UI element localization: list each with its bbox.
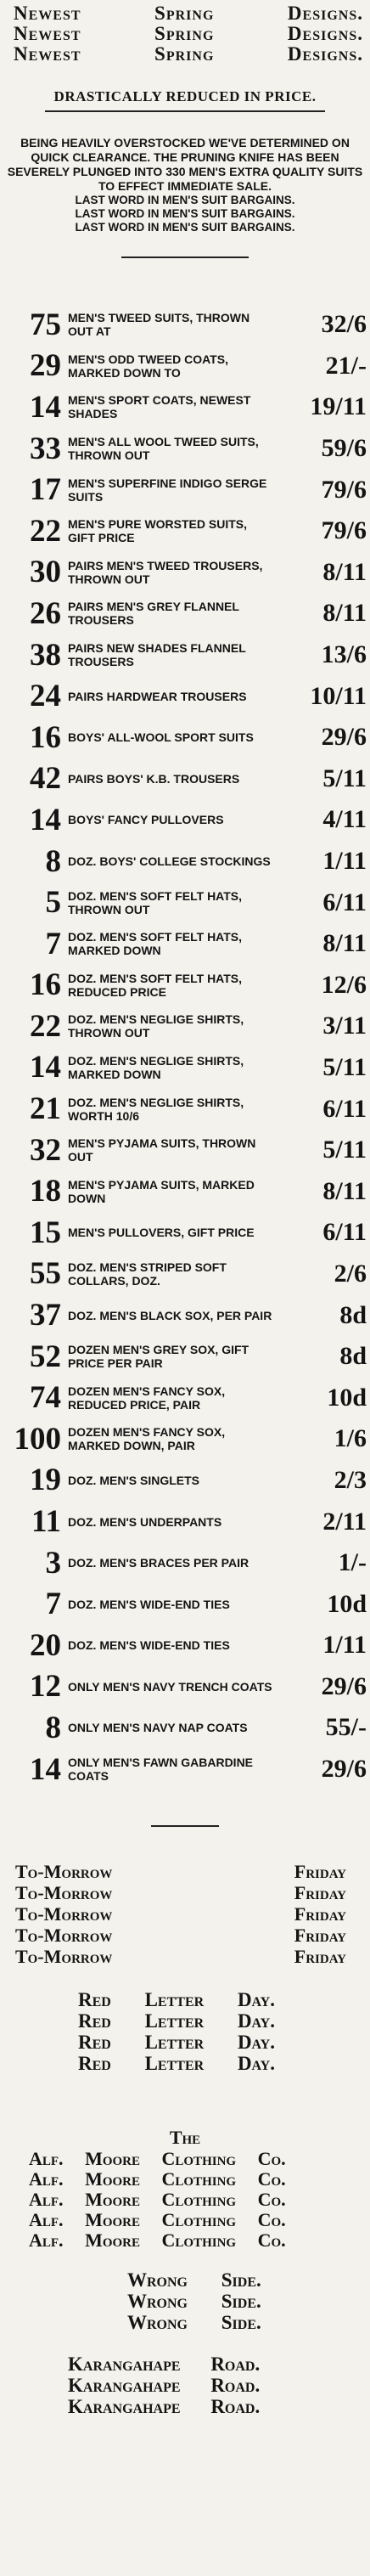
item-description: MEN'S ALL WOOL TWEED SUITS, THROWN OUT [68,435,259,463]
red-letter-day-line-word: Day. [237,1989,275,2011]
price-list-item [0,1047,370,1089]
wrong-side-line [127,2291,370,2312]
friday-word: Friday [294,1861,346,1883]
item-quantity: 8 [45,1710,61,1745]
karangahape-road-line-word: Road. [210,2353,261,2376]
price-list [0,304,370,1790]
item-quantity: 11 [31,1504,61,1540]
red-letter-day-line-word: Letter [144,2010,205,2032]
item-price: 1/- [338,1548,367,1577]
item-price: 13/6 [321,640,367,669]
price-list-item [0,1130,370,1171]
item-price: 5/11 [322,1136,367,1164]
price-list-item [0,1294,370,1336]
karangahape-road-line-word: Karangahape [68,2353,181,2376]
price-list-item [0,799,370,841]
price-list-item [0,593,370,634]
tomorrow-line [0,1946,370,1967]
item-price: 6/11 [322,1218,367,1247]
wrong-side-line-word: Wrong [127,2312,188,2334]
item-price: 1/11 [322,847,367,876]
wrong-side-line [127,2269,370,2291]
price-list-item [0,346,370,387]
alf-moore-line-word: Moore [85,2229,140,2252]
item-description: MEN'S SUPERFINE INDIGO SERGE SUITS [68,476,267,504]
tomorrow-word: To-Morrow [15,1925,113,1947]
price-list-item [0,717,370,758]
alf-moore-line-word: Clothing [161,2189,237,2211]
item-quantity: 14 [30,389,61,425]
red-letter-day-line-word: Day. [237,2032,275,2054]
item-description: DOZ. MEN'S WIDE-END TIES [68,1638,230,1653]
item-quantity: 24 [30,679,61,714]
price-list-item [0,304,370,346]
item-description: MEN'S PYJAMA SUITS, THROWN OUT [68,1136,256,1164]
tomorrow-word: To-Morrow [15,1882,113,1904]
item-description: DOZ. MEN'S SOFT FELT HATS, THROWN OUT [68,888,243,916]
item-price: 29/6 [321,1671,367,1700]
item-price: 6/11 [322,888,367,916]
alf-moore-line [0,2210,370,2230]
alf-moore-line [0,2149,370,2169]
item-description: PAIRS MEN'S GREY FLANNEL TROUSERS [68,600,239,628]
red-letter-day-line-word: Day. [237,2010,275,2032]
tomorrow-line [0,1861,370,1882]
item-description: PAIRS BOYS' K.B. TROUSERS [68,771,240,786]
item-price: 10d [327,1383,367,1412]
price-list-item [0,1377,370,1418]
item-price: 29/6 [321,723,367,752]
item-quantity: 75 [30,307,61,342]
price-list-item [0,965,370,1006]
header-line [14,24,363,44]
alf-moore-line-word: Co. [257,2168,286,2190]
price-list-item [0,1542,370,1584]
item-quantity: 30 [30,555,61,590]
item-price: 8d [339,1342,367,1371]
wrong-side-line-word: Side. [221,2269,261,2291]
last-word-line: LAST WORD IN MEN'S SUIT BARGAINS. [75,221,295,234]
divider-rule [45,110,325,112]
alf-moore-line-word: Co. [257,2229,286,2252]
red-letter-day-line-word: Letter [144,1989,205,2011]
wrong-side-line-word: Wrong [127,2291,188,2313]
item-quantity: 7 [45,926,61,961]
item-price: 8/11 [322,599,367,628]
alf-moore-line-word: Moore [85,2168,140,2190]
item-quantity: 8 [45,843,61,879]
alf-moore-line-word: Clothing [161,2168,237,2190]
price-list-item [0,1254,370,1295]
karangahape-road-block [0,2353,370,2417]
divider-rule [121,256,249,258]
item-quantity: 55 [30,1256,61,1292]
item-price: 55/- [325,1713,367,1742]
header-word: Designs. [287,3,363,24]
item-quantity: 14 [30,1751,61,1787]
red-letter-day-line [78,2010,370,2032]
price-list-item [0,882,370,923]
item-price: 2/6 [334,1259,367,1288]
item-price: 21/- [325,351,367,380]
price-list-item [0,1583,370,1625]
alf-moore-line-word: Alf. [29,2168,64,2190]
price-list-item [0,923,370,965]
item-price: 2/3 [334,1465,367,1494]
alf-moore-line-word: Co. [257,2189,286,2211]
header-word: Spring [154,23,215,44]
karangahape-road-line-word: Road. [210,2375,261,2397]
price-list-item [0,1460,370,1502]
red-letter-day-block [0,1989,370,2074]
price-list-item [0,469,370,510]
item-description: MEN'S ODD TWEED COATS, MARKED DOWN TO [68,352,228,380]
item-description: DOZ. MEN'S SOFT FELT HATS, REDUCED PRICE [68,971,243,999]
price-list-item [0,1418,370,1460]
alf-moore-clothing-block [0,2149,370,2251]
price-list-item [0,428,370,470]
item-description: DOZEN MEN'S GREY SOX, GIFT PRICE PER PAIR [68,1343,249,1371]
item-price: 8/11 [322,557,367,586]
item-description: BOYS' ALL-WOOL SPORT SUITS [68,730,254,745]
item-price: 79/6 [321,475,367,504]
item-description: DOZ. MEN'S BRACES PER PAIR [68,1556,249,1570]
red-letter-day-line-word: Red [78,1989,111,2011]
price-list-item [0,634,370,676]
item-quantity: 100 [14,1421,61,1457]
red-letter-day-line-word: Red [78,2010,111,2032]
item-description: DOZ. BOYS' COLLEGE STOCKINGS [68,854,271,869]
item-description: ONLY MEN'S FAWN GABARDINE COATS [68,1756,254,1784]
item-description: DOZ. MEN'S SINGLETS [68,1473,200,1487]
divider-rule [151,1825,219,1827]
item-description: DOZ. MEN'S STRIPED SOFT COLLARS, DOZ. [68,1260,227,1288]
item-price: 3/11 [322,1012,367,1040]
alf-moore-line-word: Moore [85,2148,140,2170]
item-quantity: 32 [30,1132,61,1168]
intro-paragraph: BEING HEAVILY OVERSTOCKED WE'VE DETERMINED ON QUICK CLEARANCE. THE PRUNING KNIFE HAS BEEN SEVERELY PLUNGED INTO 330 MEN'S EXTRA QUALITY SUITS TO EFFECT IMMEDIATE SALE. [7,136,363,193]
header-word: Newest [14,43,81,65]
alf-moore-line-word: Clothing [161,2209,237,2231]
item-description: DOZEN MEN'S FANCY SOX, REDUCED PRICE, PAIR [68,1384,226,1412]
item-quantity: 74 [30,1380,61,1416]
karangahape-road-line-word: Karangahape [68,2396,181,2418]
item-quantity: 21 [30,1091,61,1127]
alf-moore-line [0,2190,370,2210]
tomorrow-line [0,1903,370,1925]
tomorrow-line [0,1882,370,1903]
price-list-item [0,386,370,428]
item-price: 8/11 [322,929,367,958]
header-word: Spring [154,3,215,24]
item-quantity: 15 [30,1215,61,1250]
item-price: 19/11 [310,392,367,421]
item-quantity: 26 [30,595,61,631]
item-description: MEN'S PURE WORSTED SUITS, GIFT PRICE [68,517,248,545]
the-heading: The [169,2127,201,2149]
price-list-item [0,1336,370,1378]
item-description: PAIRS HARDWEAR TROUSERS [68,689,247,703]
item-quantity: 19 [30,1463,61,1498]
item-price: 2/11 [322,1507,367,1536]
item-price: 8/11 [322,1176,367,1205]
item-quantity: 16 [30,967,61,1003]
item-quantity: 29 [30,348,61,384]
item-description: BOYS' FANCY PULLOVERS [68,813,224,827]
karangahape-road-line-word: Karangahape [68,2375,181,2397]
item-description: DOZ. MEN'S NEGLIGE SHIRTS, MARKED DOWN [68,1053,244,1081]
tomorrow-friday-block [0,1861,370,1967]
item-description: DOZ. MEN'S NEGLIGE SHIRTS, THROWN OUT [68,1012,244,1040]
wrong-side-line [127,2312,370,2333]
item-description: MEN'S PULLOVERS, GIFT PRICE [68,1226,255,1240]
header-word: Spring [154,43,215,65]
alf-moore-line-word: Alf. [29,2189,64,2211]
item-description: DOZ. MEN'S UNDERPANTS [68,1514,222,1529]
price-list-item [0,1501,370,1542]
section-separator [0,1825,370,1827]
item-price: 59/6 [321,434,367,463]
item-price: 12/6 [321,970,367,999]
item-description: DOZEN MEN'S FANCY SOX, MARKED DOWN, PAIR [68,1425,226,1453]
item-quantity: 42 [30,761,61,797]
tomorrow-word: To-Morrow [15,1903,113,1925]
price-list-item [0,1006,370,1047]
item-price: 6/11 [322,1094,367,1123]
price-list-item [0,1212,370,1254]
karangahape-road-line [68,2353,370,2375]
red-letter-day-line-word: Letter [144,2032,205,2054]
reduced-in-price-heading: DRASTICALLY REDUCED IN PRICE. [53,88,317,104]
alf-moore-line-word: Clothing [161,2229,237,2252]
item-price: 10d [327,1589,367,1618]
wrong-side-block [0,2269,370,2333]
item-quantity: 37 [30,1298,61,1333]
item-quantity: 17 [30,472,61,508]
red-letter-day-line [78,2032,370,2053]
red-letter-day-line-word: Red [78,2053,111,2075]
item-price: 8d [339,1300,367,1329]
karangahape-road-line-word: Road. [210,2396,261,2418]
item-description: DOZ. MEN'S NEGLIGE SHIRTS, WORTH 10/6 [68,1095,244,1123]
price-list-item [0,675,370,717]
newest-spring-designs-header [0,0,370,65]
alf-moore-line [0,2169,370,2190]
item-quantity: 3 [45,1545,61,1581]
item-quantity: 33 [30,431,61,466]
tomorrow-word: To-Morrow [15,1946,113,1968]
price-list-item [0,1625,370,1666]
item-quantity: 52 [30,1339,61,1374]
item-quantity: 20 [30,1627,61,1663]
item-quantity: 7 [45,1587,61,1622]
header-line [14,3,363,24]
alf-moore-line-word: Alf. [29,2148,64,2170]
wrong-side-line-word: Side. [221,2291,261,2313]
alf-moore-line-word: Clothing [161,2148,237,2170]
red-letter-day-line-word: Red [78,2032,111,2054]
item-description: DOZ. MEN'S BLACK SOX, PER PAIR [68,1308,272,1322]
friday-word: Friday [294,1903,346,1925]
item-description: PAIRS MEN'S TWEED TROUSERS, THROWN OUT [68,558,263,586]
item-price: 1/11 [322,1631,367,1660]
alf-moore-line-word: Moore [85,2189,140,2211]
header-word: Designs. [287,43,363,65]
item-quantity: 22 [30,513,61,549]
price-list-item [0,841,370,882]
item-quantity: 38 [30,637,61,673]
item-price: 5/11 [322,1052,367,1081]
item-price: 79/6 [321,516,367,545]
tomorrow-word: To-Morrow [15,1861,113,1883]
header-word: Newest [14,23,81,44]
item-description: PAIRS NEW SHADES FLANNEL TROUSERS [68,641,246,669]
red-letter-day-line [78,2053,370,2074]
alf-moore-line [0,2230,370,2251]
item-quantity: 5 [45,885,61,921]
item-quantity: 14 [30,802,61,837]
alf-moore-line-word: Moore [85,2209,140,2231]
red-letter-day-line-word: Day. [237,2053,275,2075]
item-quantity: 14 [30,1050,61,1085]
karangahape-road-line [68,2396,370,2417]
last-word-line: LAST WORD IN MEN'S SUIT BARGAINS. [75,207,295,220]
header-word: Newest [14,3,81,24]
price-list-item [0,1749,370,1790]
price-list-item [0,1088,370,1130]
wrong-side-line-word: Side. [221,2312,261,2334]
item-price: 29/6 [321,1755,367,1784]
friday-word: Friday [294,1946,346,1968]
tomorrow-line [0,1925,370,1946]
item-quantity: 16 [30,719,61,755]
item-description: DOZ. MEN'S SOFT FELT HATS, MARKED DOWN [68,930,243,958]
item-price: 5/11 [322,764,367,792]
item-description: ONLY MEN'S NAVY NAP COATS [68,1721,248,1735]
item-description: MEN'S PYJAMA SUITS, MARKED DOWN [68,1177,255,1205]
item-price: 10/11 [310,681,367,710]
price-list-item [0,510,370,552]
price-list-item [0,1666,370,1708]
price-list-item [0,1170,370,1212]
item-description: DOZ. MEN'S WIDE-END TIES [68,1597,230,1611]
karangahape-road-line [68,2375,370,2396]
last-word-line: LAST WORD IN MEN'S SUIT BARGAINS. [75,194,295,206]
friday-word: Friday [294,1882,346,1904]
item-description: MEN'S TWEED SUITS, THROWN OUT AT [68,311,250,339]
item-description: ONLY MEN'S NAVY TRENCH COATS [68,1679,272,1694]
alf-moore-line-word: Alf. [29,2229,64,2252]
item-quantity: 22 [30,1008,61,1044]
alf-moore-line-word: Alf. [29,2209,64,2231]
red-letter-day-line [78,1989,370,2010]
item-price: 32/6 [321,310,367,339]
header-word: Designs. [287,23,363,44]
alf-moore-line-word: Co. [257,2209,286,2231]
red-letter-day-line-word: Letter [144,2053,205,2075]
wrong-side-line-word: Wrong [127,2269,188,2291]
header-line [14,44,363,65]
alf-moore-line-word: Co. [257,2148,286,2170]
price-list-item [0,552,370,594]
item-description: MEN'S SPORT COATS, NEWEST SHADES [68,393,251,421]
price-list-item [0,758,370,800]
item-price: 4/11 [322,805,367,834]
item-quantity: 18 [30,1174,61,1209]
friday-word: Friday [294,1925,346,1947]
item-price: 1/6 [334,1424,367,1453]
price-list-item [0,1707,370,1749]
item-quantity: 12 [30,1669,61,1705]
